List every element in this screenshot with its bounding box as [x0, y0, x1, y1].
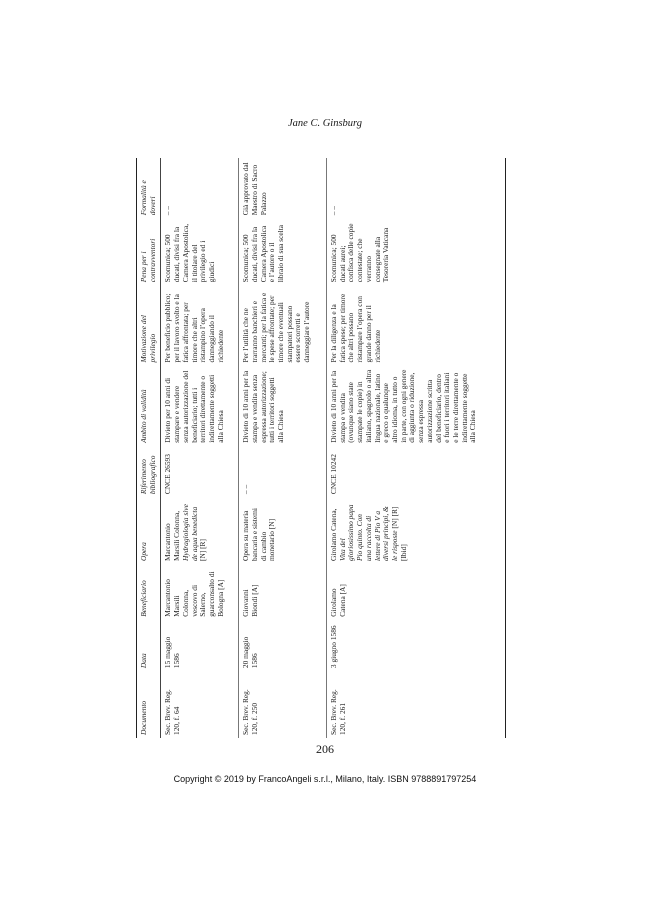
cell-data: 20 maggio 1586 [239, 620, 327, 671]
running-head: Jane C. Ginsburg [288, 118, 362, 129]
cell-riferimento: – – [239, 446, 327, 497]
header-pene: Pena per i contravventori [137, 218, 161, 285]
page-number: 206 [316, 742, 334, 756]
opera-text: Marcantonio Marsili Colonna, [163, 510, 182, 562]
header-documento: Documento [137, 671, 161, 738]
cell-ambito: Divieto di 10 anni per la stampa e vendita senza espressa autorizzazione; tutti i territori soggetti alla Chiesa [239, 366, 327, 446]
cell-opera [239, 497, 327, 564]
header-data: Data [137, 620, 161, 671]
table-row [161, 158, 239, 738]
opera-title: Vita del gloriosissimo papa Pio quinto. Con una raccolta di lettere di Pio V a diversi principi, & le risposte [337, 504, 399, 562]
opera-notes: [N] [R] [Ibid] [389, 506, 408, 562]
cell-ambito: Divieto di 10 anni per la stampa e vendita (ovunque siano state stampate le copie) in italiano, spagnolo o altra lingua nazionale, latino e greco o qualunque altro idioma, in tutto o in parte, con ogni genere di aggiunta o riduzione, senza espressa autorizzazione scritta del beneficiario, dentro e fuori i territori italiani e le terre direttamente o indirettamente soggette alla Chiesa [327, 366, 506, 446]
cell-documento: Sec. Brev. Reg. 120, f. 64 [163, 689, 182, 735]
opera-title: Hydragiologia sive de aqua benedicta [180, 504, 199, 562]
privileges-table-rotated [136, 158, 506, 738]
table-row [239, 158, 327, 738]
cell-beneficiario: Giovanni Biondi [A] [239, 564, 327, 620]
cell-documento: Sec. Brev. Reg. 120, f. 261 [327, 671, 506, 738]
opera-notes: [N] [R] [198, 539, 208, 562]
cell-riferimento: CNCE 26593 [163, 454, 173, 495]
cell-beneficiario: Marcantonio Marsili Colonna, vescovo di Salerno, guarconsalto di Bologna [A] [163, 571, 225, 617]
header-beneficiario: Beneficiario [137, 564, 161, 620]
opera-text: Girolamo Catena, [329, 508, 339, 562]
cell-motivazione: Per beneficio pubblico; per il lavoro svolto e la fatica affrontata; per timore che altri ristampino l’opera danneggiando il richiedente [163, 293, 225, 363]
header-riferimento: Riferimento bibliografico [137, 446, 161, 497]
cell-beneficiario: Girolamo Catena [A] [327, 564, 506, 620]
cell-motivazione: Per la diligenza e la fatica spese; per timore che altri possano ristampare l’opera con grande danno per il richiedente [327, 285, 506, 365]
cell-pene: Scomunica; 500 ducati, divisi fra la Camera Apostolica, il titolare del privilegio ed i giudici [163, 223, 216, 283]
privileges-table [136, 158, 506, 738]
table-header-row [137, 158, 161, 738]
cell-motivazione: Per l’utilità che ne trarranno banchieri e mercanti; per la fatica e le spese affrontate; per timore che eventuali stampatori possano essere scorretti e danneggiare l’autore [239, 285, 327, 365]
cell-formalita: – – [327, 158, 506, 218]
header-formalita: Formalità e doveri [137, 158, 161, 218]
cell-data: 3 giugno 1586 [327, 620, 506, 671]
cell-opera [161, 497, 239, 564]
header-motivazione: Motivazione del privilegio [137, 285, 161, 365]
cell-pene: Scomunica; 500 ducati, divisi fra la Camera Apostolica e l’autore o il libraio di sua scelta [239, 218, 327, 285]
cell-ambito: Divieto per 10 anni di stampare e vendere senza autorizzazione del beneficiario; tutti i territori direttamente o indirettamente soggetti alla Chiesa [163, 370, 225, 443]
cell-data: 15 maggio 1586 [163, 636, 182, 669]
cell-opera [327, 497, 506, 564]
copyright-notice: Copyright © 2019 by FrancoAngeli s.r.l., Milano, Italy. ISBN 9788891797254 [173, 774, 477, 784]
cell-documento: Sec. Brev. Reg. 120, f. 250 [239, 671, 327, 738]
table-row [327, 158, 506, 738]
cell-formalita: – – [163, 206, 173, 216]
header-opera: Opera [137, 497, 161, 564]
cell-riferimento: CNCE 10242 [327, 446, 506, 497]
opera-text: Opera su materia bancaria e sistemi di cambio monetario [N] [241, 508, 277, 562]
cell-formalita: Già approvato dal Maestro di Sacro Palazzo [239, 158, 327, 218]
header-ambito: Ambito di validità [137, 366, 161, 446]
cell-pene: Scomunica; 500 ducati aurei; confisca delle copie contestate; che verranno consegnate alla Tesoreria Vaticana [327, 218, 506, 285]
